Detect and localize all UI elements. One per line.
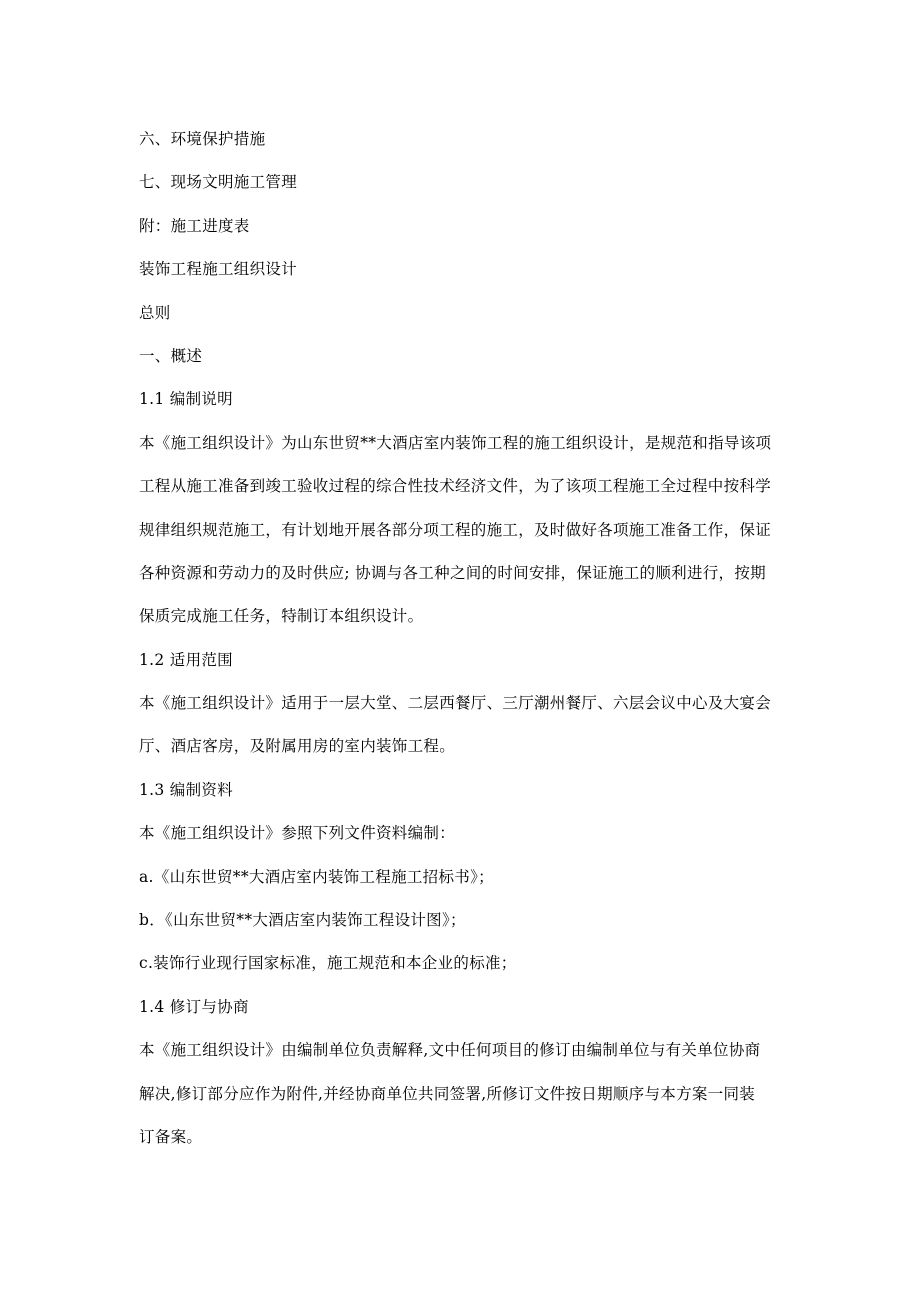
paragraph-1-4-line: 订备案。 — [139, 1127, 203, 1146]
paragraph-1-1-line: 本《施工组织设计》为山东世贸**大酒店室内装饰工程的施工组织设计，是规范和指导该项 — [139, 433, 772, 452]
section-heading-overview: 一、概述 — [139, 346, 203, 365]
paragraph-1-4-line: 本《施工组织设计》由编制单位负责解释,文中任何项目的修订由编制单位与有关单位协商 — [139, 1041, 761, 1060]
subsection-heading-1-1: 1.1 编制说明 — [139, 390, 233, 409]
paragraph-1-3-intro: 本《施工组织设计》参照下列文件资料编制： — [139, 824, 456, 843]
document-title: 装饰工程施工组织设计 — [139, 260, 298, 279]
subsection-heading-1-2: 1.2 适用范围 — [139, 650, 233, 669]
paragraph-1-1-line: 规律组织规范施工，有计划地开展各部分项工程的施工，及时做好各项施工准备工作，保证 — [139, 520, 772, 539]
paragraph-1-2-line: 厅、酒店客房，及附属用房的室内装饰工程。 — [139, 737, 456, 756]
subsection-heading-1-4: 1.4 修订与协商 — [139, 997, 249, 1016]
reference-item-b: b．《山东世贸**大酒店室内装饰工程设计图》； — [139, 911, 466, 930]
toc-item-site-management: 七、现场文明施工管理 — [139, 173, 298, 192]
reference-item-c: c.装饰行业现行国家标准，施工规范和本企业的标准； — [139, 954, 517, 973]
toc-item-schedule: 附：施工进度表 — [139, 216, 250, 235]
paragraph-1-1-line: 保质完成施工任务，特制订本组织设计。 — [139, 607, 424, 626]
paragraph-1-1-line: 工程从施工准备到竣工验收过程的综合性技术经济文件，为了该项工程施工全过程中按科学 — [139, 477, 772, 496]
document-body — [139, 118, 787, 1159]
reference-item-a: a.《山东世贸**大酒店室内装饰工程施工招标书》； — [139, 867, 494, 886]
subsection-heading-1-3: 1.3 编制资料 — [139, 780, 233, 799]
paragraph-1-4-line: 解决,修订部分应作为附件,并经协商单位共同签署,所修订文件按日期顺序与本方案一同装 — [139, 1084, 756, 1103]
paragraph-1-2-line: 本《施工组织设计》适用于一层大堂、二层西餐厅、三厅潮州餐厅、六层会议中心及大宴会 — [139, 694, 772, 713]
general-heading: 总则 — [139, 303, 171, 322]
paragraph-1-1-line: 各种资源和劳动力的及时供应; 协调与各工种之间的时间安排，保证施工的顺利进行，按期 — [139, 563, 766, 582]
toc-item-environment: 六、环境保护措施 — [139, 130, 266, 148]
